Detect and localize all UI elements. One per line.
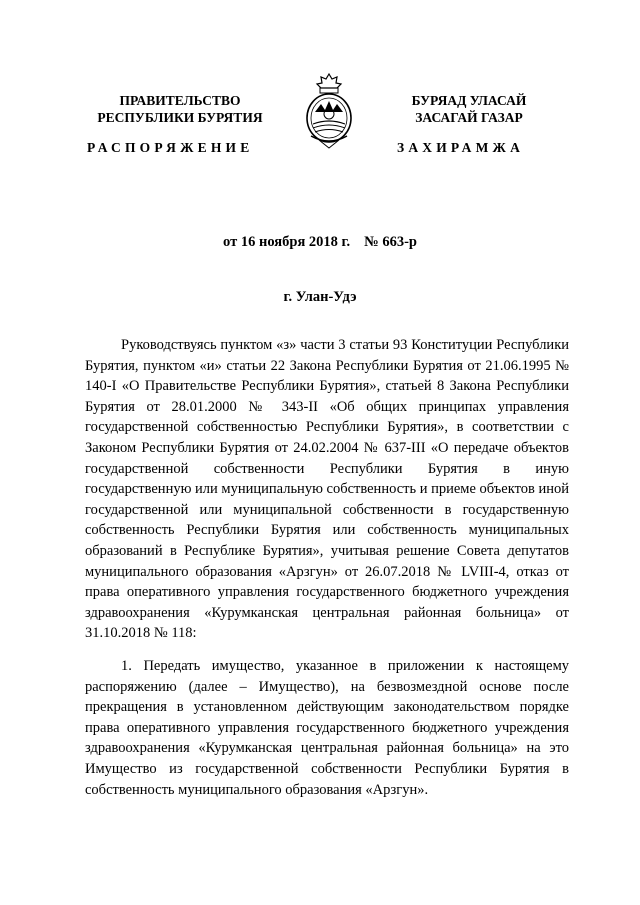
document-city: г. Улан-Удэ: [283, 289, 357, 305]
doc-type-left: РАСПОРЯЖЕНИЕ: [87, 140, 254, 155]
header-right-block: [380, 92, 558, 126]
header-right-line1: БУРЯАД УЛАСАЙ: [411, 93, 527, 108]
header-right-line2: ЗАСАГАЙ ГАЗАР: [415, 110, 523, 125]
doc-type-right: ЗАХИРАМЖА: [397, 140, 525, 155]
date-number-line: [0, 234, 640, 251]
preamble-paragraph: Руководствуясь пунктом «з» части 3 статьи 93 Конституции Республики Бурятия, пунктом «и» статьи 22 Закона Республики Бурятия от 21.06.1995 № 140-I «О Правительстве Республики Бурятия», статьей 8 Закона Республики Бурятия от 28.01.2000 № 343-II «Об общих принципах управления государственной собственностью Республики Бурятия», в соответствии с Законом Республики Бурятия от 24.02.2004 № 637-III «О передаче объектов государственной собственности Республики Бурятия в иную государственную или муниципальную собственность и приеме объектов иной государственной или муниципальной собственности в государственную собственность Республики Бурятия или собственность муниципальных образований в Республике Бурятия», учитывая решение Совета депутатов муниципального образования «Арзгун» от 26.07.2018 № LVIII-4, отказ от права оперативного управления государственного бюджетного учреждения здравоохранения «Курумканская центральная районная больница» от 31.10.2018 № 118:: [85, 337, 569, 642]
document-date: от 16 ноября 2018 г.: [223, 234, 351, 250]
header-left-block: [80, 92, 280, 126]
buryatia-coat-of-arms-icon: [301, 70, 357, 152]
header-left-line2: РЕСПУБЛИКИ БУРЯТИЯ: [97, 110, 263, 125]
document-number: № 663-р: [364, 234, 417, 250]
header-left-line1: ПРАВИТЕЛЬСТВО: [119, 93, 241, 108]
item-1-paragraph: 1. Передать имущество, указанное в приложении к настоящему распоряжению (далее – Имущество), на безвозмездной основе после прекращения в установленном действующим законодательством порядке права оперативного управления государственного бюджетного учреждения здравоохранения «Курумканская центральная районная больница» на это Имущество из государственной собственности Республики Бурятия в собственность муниципального образования «Арзгун».: [85, 658, 569, 798]
